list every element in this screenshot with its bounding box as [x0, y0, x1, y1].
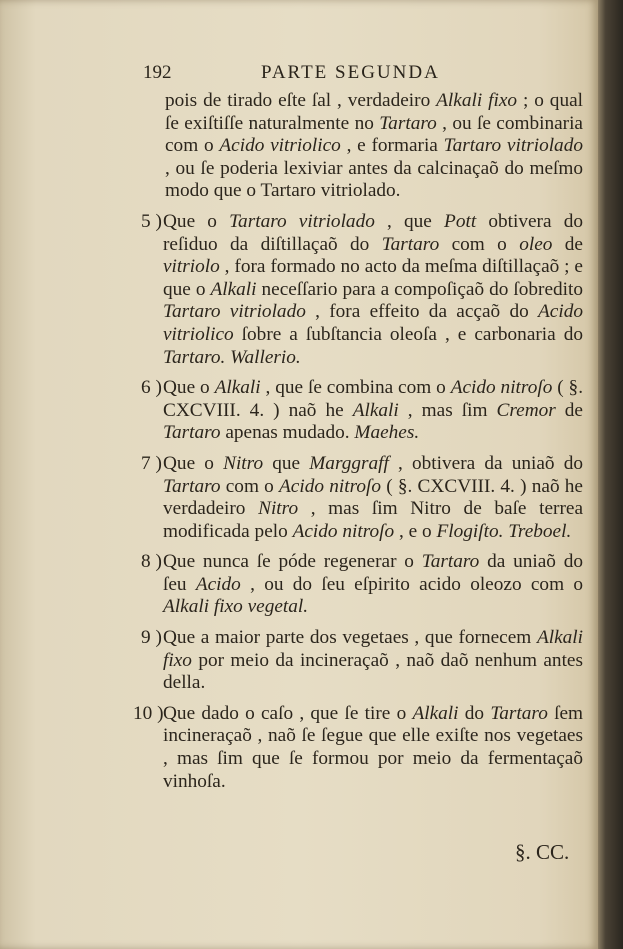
italic-term: Acido vitriolico — [163, 301, 583, 345]
italic-term: Acido vitriolico — [219, 135, 341, 157]
list-item — [133, 702, 584, 793]
page-edge — [598, 0, 623, 949]
italic-term: Acido nitroſo — [450, 377, 553, 399]
text-run: , ou ſe combinaria com o — [165, 112, 583, 157]
italic-term: Maehes. — [354, 422, 420, 444]
item-number: 10 ) — [133, 702, 164, 724]
text-run: , fora formado no acto da meſma diſtillaçaõ ; e que o — [163, 256, 583, 300]
text-run: , e formaria — [340, 135, 444, 157]
text-run: Que dado o caſo , que ſe tire o — [163, 702, 413, 724]
text-run: Que nunca ſe póde regenerar o — [163, 551, 422, 573]
numbered-list — [133, 210, 584, 793]
text-run: , fora effeito da acçaõ do — [305, 301, 539, 323]
text-run: da uniaõ do ſeu — [163, 551, 583, 595]
text-run: que — [263, 452, 310, 474]
italic-term: Wallerio. — [230, 346, 301, 368]
text-run: Que a maior parte dos vegetaes , que fornecem — [163, 627, 537, 649]
italic-term: Tartaro — [490, 702, 548, 724]
italic-term: Tartaro vitriolado — [229, 210, 375, 232]
item-number: 6 ) — [141, 377, 162, 399]
text-run: neceſſario para a compoſiçaõ do ſobredito — [256, 278, 583, 300]
text-run: , mas ſim Nitro de baſe terrea modificada pelo — [163, 498, 583, 542]
text-run: , ou ſe poderia lexiviar antes da calcinaçaõ do meſmo modo que o Tartaro vitriolado. — [165, 157, 583, 202]
text-run: do — [458, 702, 491, 724]
italic-term: vitriolo — [163, 256, 220, 278]
text-run: de — [555, 399, 583, 421]
item-number: 7 ) — [141, 452, 162, 474]
text-run: com o — [220, 475, 280, 497]
page-header — [143, 62, 583, 88]
italic-term: Alkali — [352, 399, 399, 421]
italic-term: Marggraff — [309, 452, 389, 474]
text-run: de — [552, 233, 583, 255]
item-number: 8 ) — [141, 551, 162, 573]
text-run: , ou do ſeu eſpirito acido oleozo com o — [240, 573, 583, 595]
italic-term: Acido nitroſo — [279, 475, 382, 497]
text-run: , e o — [394, 520, 437, 542]
item-number: 9 ) — [141, 627, 162, 649]
italic-term: Cremor — [496, 399, 556, 421]
text-run: , obtivera da uniaõ do — [388, 452, 583, 474]
intro-paragraph — [143, 90, 583, 203]
italic-term: Tartaro vitriolado — [443, 135, 583, 157]
italic-term: Alkali — [210, 278, 257, 300]
italic-term: Tartaro vitriolado — [163, 301, 306, 323]
list-item — [143, 211, 583, 369]
italic-term: Flogiſto. — [436, 520, 504, 542]
text-run: obtivera do reſiduo da diſtillaçaõ do — [163, 210, 583, 255]
italic-term: Tartaro — [381, 233, 440, 255]
italic-term: Alkali fixo vegetal. — [163, 596, 309, 618]
italic-term: Acido — [195, 573, 241, 595]
text-run: , mas ſim — [398, 399, 497, 421]
text-run: ſem incineraçaõ , naõ ſe ſegue que elle exiſte nos vegetaes , mas ſim que ſe formou por meio da fermentaçaõ vinhoſa. — [163, 702, 584, 792]
list-item — [143, 551, 583, 619]
list-item — [143, 377, 583, 445]
section-signature: §. CC. — [515, 840, 570, 864]
list-item — [143, 627, 583, 695]
running-head: PARTE SEGUNDA — [261, 62, 440, 83]
item-number: 5 ) — [141, 210, 162, 232]
text-run: ſobre a ſubſtancia oleoſa , e carbonaria do — [233, 323, 583, 345]
italic-term: Pott — [444, 210, 477, 232]
text-run: ( §. CXCVIII. 4. ) naõ he — [163, 377, 584, 421]
italic-term: Alkali — [214, 377, 261, 399]
text-run: por meio da incineraçaõ , naõ daõ nenhum antes della. — [163, 649, 583, 694]
italic-term: Tartaro — [163, 422, 221, 444]
italic-term: Alkali — [412, 702, 459, 724]
list-item — [143, 453, 583, 543]
italic-term: Acido nitroſo — [292, 520, 395, 542]
italic-term: Tartaro — [379, 112, 437, 134]
text-run: com o — [439, 233, 520, 255]
text-run: apenas mudado. — [220, 422, 355, 444]
text-run: ; o qual ſe exiſtiſſe naturalmente no — [165, 90, 583, 134]
italic-term: Tartaro — [163, 475, 221, 497]
text-run: , que — [374, 210, 445, 232]
text-run: Que o — [163, 452, 224, 474]
text-run: Que o — [163, 210, 230, 232]
text-run: , que ſe combina com o — [260, 377, 451, 399]
body-text — [133, 90, 584, 793]
italic-term: Alkali fixo — [163, 627, 583, 671]
page-number: 192 — [143, 62, 172, 83]
italic-term: Treboel. — [508, 520, 572, 542]
text-run: ( §. CXCVIII. 4. ) naõ he verdadeiro — [163, 475, 583, 520]
italic-term: Alkali fixo — [436, 90, 518, 111]
text-run: Que o — [163, 377, 215, 399]
italic-term: Tartaro — [421, 551, 480, 573]
italic-term: Nitro — [223, 452, 264, 474]
italic-term: Tartaro. — [163, 346, 226, 368]
italic-term: oleo — [519, 233, 553, 255]
italic-term: Nitro — [258, 498, 299, 520]
text-run: pois de tirado eſte ſal , verdadeiro — [165, 90, 437, 111]
